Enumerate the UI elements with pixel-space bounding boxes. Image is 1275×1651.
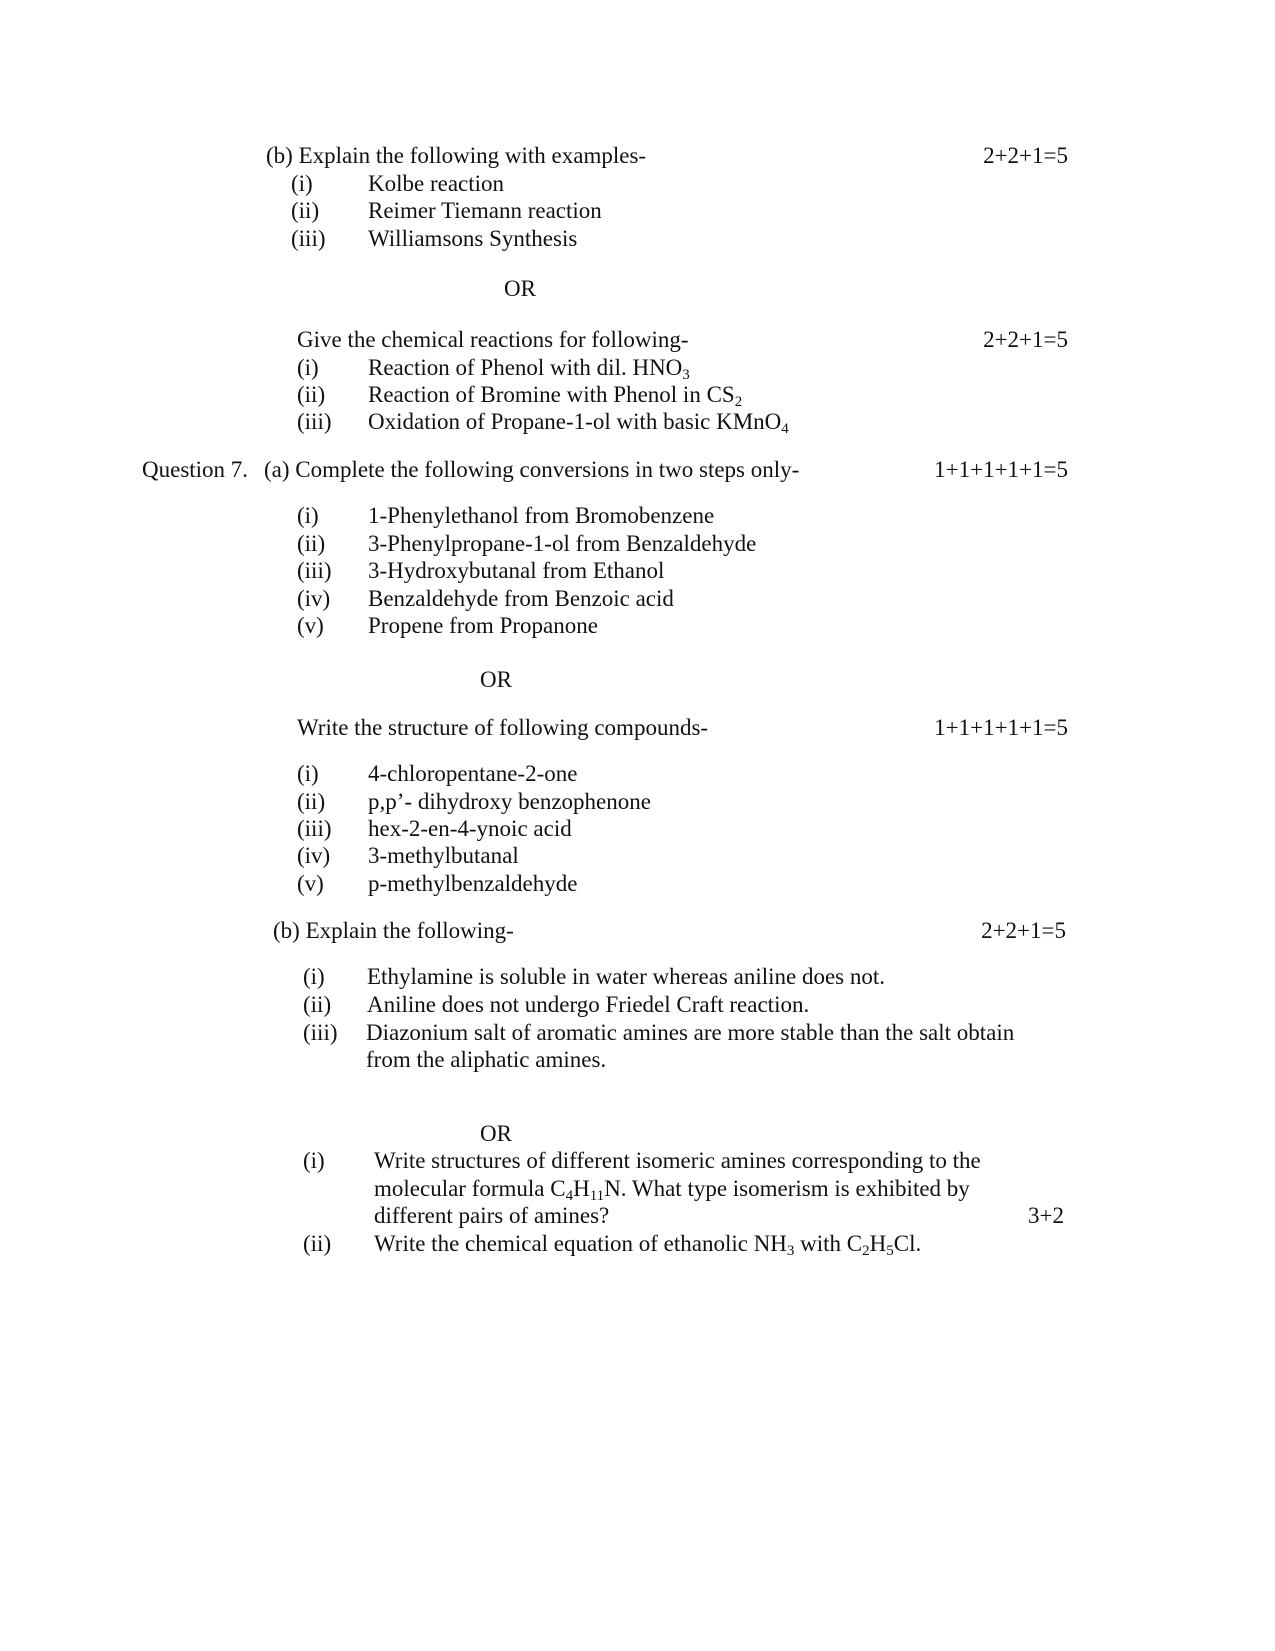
- q6b-alt-item-num: (iii): [297, 409, 332, 434]
- q6b-alt-item-text: Reaction of Phenol with dil. $HNO_3$: [368, 355, 690, 383]
- or-separator: OR: [480, 1121, 512, 1146]
- q7b-item-num: (i): [303, 964, 325, 989]
- q7a-alt-item-num: (i): [297, 761, 319, 786]
- q6b-item-text: Williamsons Synthesis: [368, 226, 578, 251]
- q7a-alt-item-num: (iv): [297, 843, 331, 868]
- q6b-alt-item-num: (ii): [297, 382, 326, 407]
- q7a-alt-item-num: (iii): [297, 816, 332, 841]
- q7b-alt-item-num: (i): [303, 1148, 325, 1173]
- q6b-alt-item-num: (i): [297, 355, 319, 380]
- q6b-alt-item-text: Oxidation of Propane-1-ol with basic KMnO$_4$: [368, 409, 789, 437]
- or-separator: OR: [480, 667, 512, 692]
- q7a-heading: (a) Complete the following conversions in two steps only-: [264, 457, 800, 482]
- q7a-alt-item-text: p-methylbenzaldehyde: [368, 871, 578, 896]
- q7a-alt-marks: 1+1+1+1+1=5: [934, 715, 1068, 740]
- q6b-item-num: (iii): [291, 226, 326, 251]
- q7b-heading: (b) Explain the following-: [273, 918, 514, 943]
- q7a-item-num: (v): [297, 613, 324, 638]
- q7a-item-text: Propene from Propanone: [368, 613, 598, 638]
- q7a-marks: 1+1+1+1+1=5: [934, 457, 1068, 482]
- q7b-item-text-continuation: from the aliphatic amines.: [366, 1047, 607, 1072]
- q7b-alt-item-text: molecular formula $C_4H_{11}N$. What type isomerism is exhibited by: [374, 1176, 970, 1204]
- q7b-item-text: Aniline does not undergo Friedel Craft reaction.: [367, 992, 810, 1017]
- q7b-alt-item-text: different pairs of amines?: [374, 1203, 610, 1228]
- q7b-item-num: (iii): [303, 1020, 338, 1045]
- q7b-item-text: Diazonium salt of aromatic amines are more stable than the salt obtain: [366, 1020, 1015, 1045]
- q6b-item-text: Reimer Tiemann reaction: [368, 198, 602, 223]
- q7a-alt-item-num: (v): [297, 871, 324, 896]
- q7a-alt-item-num: (ii): [297, 789, 326, 814]
- q7b-alt-marks: 3+2: [1028, 1203, 1064, 1228]
- q7a-item-num: (iii): [297, 558, 332, 583]
- q6b-item-text: Kolbe reaction: [368, 171, 505, 196]
- q6b-alt-heading: Give the chemical reactions for following-: [297, 327, 689, 352]
- q7a-item-text: Benzaldehyde from Benzoic acid: [368, 586, 674, 611]
- q6b-item-num: (i): [291, 171, 313, 196]
- q7a-alt-item-text: 4-chloropentane-2-one: [368, 761, 578, 786]
- q6b-marks: 2+2+1=5: [983, 143, 1068, 168]
- q6b-heading: (b) Explain the following with examples-: [266, 143, 647, 168]
- q7b-marks: 2+2+1=5: [981, 918, 1066, 943]
- q6b-item-num: (ii): [291, 198, 320, 223]
- q7b-alt-item-text: Write the chemical equation of ethanolic $NH_3$ with $C_2H_5Cl$.: [374, 1231, 922, 1259]
- q6b-alt-marks: 2+2+1=5: [983, 327, 1068, 352]
- q7a-alt-item-text: 3-methylbutanal: [368, 843, 519, 868]
- q7b-item-text: Ethylamine is soluble in water whereas aniline does not.: [367, 964, 886, 989]
- q6b-alt-item-text: Reaction of Bromine with Phenol in $CS_2$: [368, 382, 743, 410]
- q7b-item-num: (ii): [303, 992, 332, 1017]
- or-separator: OR: [504, 276, 536, 301]
- q7a-item-num: (i): [297, 503, 319, 528]
- q7a-item-text: 1-Phenylethanol from Bromobenzene: [368, 503, 715, 528]
- q7a-item-text: 3-Hydroxybutanal from Ethanol: [368, 558, 665, 583]
- q7a-alt-item-text: hex-2-en-4-ynoic acid: [368, 816, 572, 841]
- q7b-alt-item-num: (ii): [303, 1231, 332, 1256]
- question-7-label: Question 7.: [142, 457, 249, 482]
- q7a-alt-heading: Write the structure of following compounds-: [297, 715, 709, 740]
- q7a-item-text: 3-Phenylpropane-1-ol from Benzaldehyde: [368, 531, 757, 556]
- q7a-item-num: (iv): [297, 586, 331, 611]
- q7a-alt-item-text: p,p’- dihydroxy benzophenone: [368, 789, 651, 814]
- q7b-alt-item-text: Write structures of different isomeric amines corresponding to the: [374, 1148, 981, 1173]
- q7a-item-num: (ii): [297, 531, 326, 556]
